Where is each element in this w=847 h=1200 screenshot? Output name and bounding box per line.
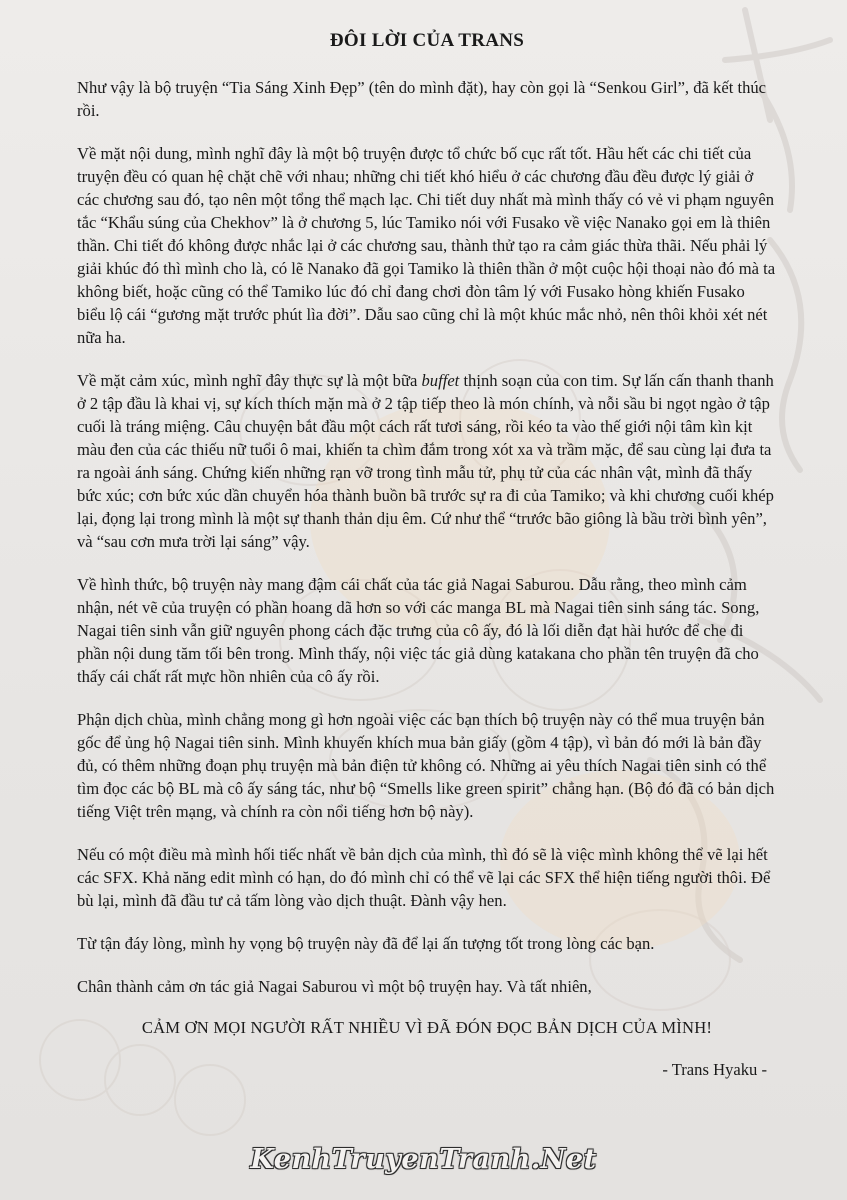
page-title: ĐÔI LỜI CỦA TRANS	[329, 30, 525, 51]
thank-you-line: CẢM ƠN MỌI NGƯỜI RẤT NHIỀU VÌ ĐÃ ĐÓN ĐỌC BẢN DỊCH CỦA MÌNH!	[141, 1018, 713, 1037]
paragraph: Phận dịch chùa, mình chẳng mong gì hơn ngoài việc các bạn thích bộ truyện này có thể mua truyện bản gốc để ủng hộ Nagai tiên sinh. Mình khuyến khích mua bản giấy (gồm 4 tập), vì bản đó mới là bản đầy đủ, có thêm những đoạn phụ truyện mà bản điện tử không có. Những ai yêu thích Nagai tiên sinh có thể tìm đọc các bộ BL mà cô ấy sáng tác, như bộ “Smells like green spirit” chẳng hạn. (Bộ đó đã có bản dịch tiếng Việt trên mạng, và chính ra còn nổi tiếng hơn bộ này).	[77, 710, 775, 821]
paragraph: Như vậy là bộ truyện “Tia Sáng Xinh Đẹp” (tên do mình đặt), hay còn gọi là “Senkou Girl”, đã kết thúc rồi.	[77, 78, 767, 120]
site-watermark: KenhTruyenTranh.Net	[250, 1144, 597, 1175]
signature: - Trans Hyaku -	[662, 1060, 767, 1079]
paragraph: Nếu có một điều mà mình hối tiếc nhất về bản dịch của mình, thì đó sẽ là việc mình không thể vẽ lại hết các SFX. Khả năng edit mình có hạn, do đó mình chỉ có thể vẽ lại các SFX thể hiện tiếng người thôi. Để bù lại, mình đã đầu tư cả tấm lòng vào dịch thuật. Đành vậy hen.	[77, 845, 771, 910]
paragraph: Chân thành cảm ơn tác giả Nagai Saburou vì một bộ truyện hay. Và tất nhiên,	[77, 977, 592, 996]
letter-body	[77, 30, 777, 1080]
paragraph-text: thịnh soạn của con tim. Sự lấn cấn thanh thanh ở 2 tập đầu là khai vị, sự kích thích mặn mà ở 2 tập tiếp theo là món chính, và nỗi sầu bi ngọt ngào ở tập cuối là tráng miệng. Câu chuyện bắt đầu một cách rất tươi sáng, rồi kéo ta vào thế giới nội tâm kìn kịt màu đen của các thiếu nữ tuổi ô mai, khiến ta chìm đắm trong xót xa và trầm mặc, để sau cùng lại đưa ta ra ngoài ánh sáng. Chứng kiến những rạn vỡ trong tình mẫu tử, phụ tử của các nhân vật, mình đã thấy bức xúc; cơn bức xúc dần chuyển hóa thành buồn bã trước sự ra đi của Tamiko; và khi chương cuối khép lại, đọng lại trong mình là một sự thanh thản dịu êm. Cứ như thể “trước bão giông là bầu trời bình yên”, và “sau cơn mưa trời lại sáng” vậy.	[77, 371, 774, 551]
paragraph	[77, 369, 777, 553]
paragraph-text: Về mặt cảm xúc, mình nghĩ đây thực sự là một bữa	[77, 371, 422, 390]
paragraph: Từ tận đáy lòng, mình hy vọng bộ truyện này đã để lại ấn tượng tốt trong lòng các bạn.	[77, 934, 655, 953]
emphasized-word: buffet	[421, 371, 460, 390]
paragraph: Về mặt nội dung, mình nghĩ đây là một bộ truyện được tổ chức bố cục rất tốt. Hầu hết các chi tiết của truyện đều có quan hệ chặt chẽ với nhau; những chi tiết khó hiểu ở các chương đầu đều được lý giải ở các chương sau đó, tạo nên một tổng thể mạch lạc. Chi tiết duy nhất mà mình thấy có vẻ vi phạm nguyên tắc “Khẩu súng của Chekhov” là ở chương 5, lúc Tamiko nói với Fusako về việc Nanako gọi em là thiên thần. Chi tiết đó không được nhắc lại ở các chương sau, thành thử tạo ra cảm giác thừa thãi. Nếu phải lý giải khúc đó thì mình cho là, có lẽ Nanako đã gọi Tamiko là thiên thần ở một cuộc hội thoại nào đó mà ta không biết, hoặc cũng có thể Tamiko lúc đó chỉ đang chơi đòn tâm lý với Fusako hòng khiến Fusako biểu lộ cái “gương mặt trước phút lìa đời”. Dẫu sao cũng chỉ là một khúc mắc nhỏ, nên thôi khỏi xét nét nữa ha.	[77, 144, 776, 347]
paragraph: Về hình thức, bộ truyện này mang đậm cái chất của tác giả Nagai Saburou. Dẫu rằng, theo mình cảm nhận, nét vẽ của truyện có phần hoang dã hơn so với các manga BL mà Nagai tiên sinh sáng tác. Song, Nagai tiên sinh vẫn giữ nguyên phong cách đặc trưng của cô ấy, đó là lối diễn đạt hài hước để che đi phần nội dung tăm tối bên trong. Mình thấy, nội việc tác giả dùng katakana cho phần tên truyện đã cho thấy cái chất rất mực hồn nhiên của cô ấy rồi.	[77, 575, 760, 686]
